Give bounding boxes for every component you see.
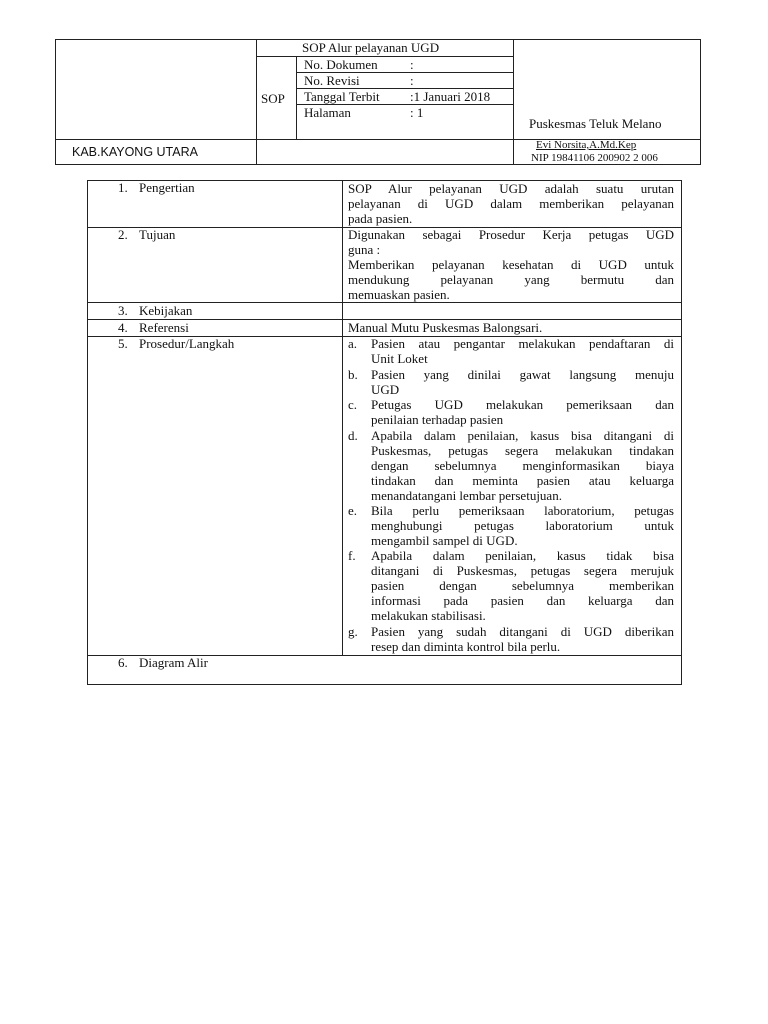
body-line: guna : bbox=[348, 242, 381, 257]
section-label: Prosedur/Langkah bbox=[139, 336, 235, 351]
body-line: Pasien atau pengantar melakukan pendaftaran di bbox=[371, 336, 674, 351]
section-number: 5. bbox=[118, 336, 128, 351]
step-text bbox=[371, 548, 674, 623]
body-line: pasien dengan sebelumnya memberikan bbox=[371, 578, 674, 593]
step-text bbox=[371, 624, 674, 654]
body-line: mengambil sampel di UGD. bbox=[371, 533, 518, 548]
body-line: Pasien yang sudah ditangani di UGD diberikan bbox=[371, 624, 674, 639]
page-value: : 1 bbox=[410, 105, 424, 120]
step-letter: a. bbox=[348, 336, 358, 351]
body-line: dengan sebelumnya menginformasikan biaya bbox=[371, 458, 674, 473]
section-body bbox=[348, 181, 674, 226]
body-line: Memberikan pelayanan kesehatan di UGD untuk bbox=[348, 257, 674, 272]
body-line: ditangani di Puskesmas, petugas segera merujuk bbox=[371, 563, 674, 578]
section-label: Diagram Alir bbox=[139, 655, 208, 670]
body-line: Unit Loket bbox=[371, 351, 428, 366]
body-line: menandatangani lembar persetujuan. bbox=[371, 488, 562, 503]
body-line: SOP Alur pelayanan UGD adalah suatu urutan bbox=[348, 181, 674, 196]
step-letter: d. bbox=[348, 428, 358, 443]
signer-name: Evi Norsita,A.Md.Kep bbox=[536, 139, 637, 151]
section-label: Referensi bbox=[139, 320, 189, 335]
revision-label: No. Revisi bbox=[304, 73, 360, 88]
issue-date-label: Tanggal Terbit bbox=[304, 89, 380, 104]
body-line: informasi pada pasien dan keluarga dan bbox=[371, 593, 674, 608]
body-line: Puskesmas, petugas segera melakukan tindakan bbox=[371, 443, 674, 458]
step-text bbox=[371, 397, 674, 427]
region-name: KAB.KAYONG UTARA bbox=[72, 145, 198, 159]
section-label: Kebijakan bbox=[139, 303, 193, 318]
revision-value: : bbox=[410, 73, 414, 88]
organization-name: Puskesmas Teluk Melano bbox=[529, 116, 662, 131]
section-body bbox=[348, 227, 674, 302]
body-line: memuaskan pasien. bbox=[348, 287, 450, 302]
body-line: Bila perlu pemeriksaan laboratorium, petugas bbox=[371, 503, 674, 518]
body-line: Apabila dalam penilaian, kasus bisa ditangani di bbox=[371, 428, 674, 443]
step-text bbox=[371, 428, 674, 503]
section-number: 6. bbox=[118, 655, 128, 670]
section-label: Pengertian bbox=[139, 180, 195, 195]
step-letter: f. bbox=[348, 548, 356, 563]
doc-number-value: : bbox=[410, 57, 414, 72]
step-letter: g. bbox=[348, 624, 358, 639]
step-letter: b. bbox=[348, 367, 358, 382]
section-number: 3. bbox=[118, 303, 128, 318]
section-number: 1. bbox=[118, 180, 128, 195]
body-line: Digunakan sebagai Prosedur Kerja petugas UGD bbox=[348, 227, 674, 242]
body-line: penilaian terhadap pasien bbox=[371, 412, 504, 427]
body-line: pelayanan di UGD dalam memberikan pelayanan bbox=[348, 196, 674, 211]
step-text bbox=[371, 336, 674, 366]
step-letter: e. bbox=[348, 503, 358, 518]
doc-number-label: No. Dokumen bbox=[304, 57, 378, 72]
section-label: Tujuan bbox=[139, 227, 176, 242]
step-letter: c. bbox=[348, 397, 358, 412]
body-line: pada pasien. bbox=[348, 211, 413, 226]
body-line: tindakan dan meminta pasien atau keluarga bbox=[371, 473, 674, 488]
body-line: menghubungi petugas laboratorium untuk bbox=[371, 518, 674, 533]
body-line: Apabila dalam penilaian, kasus tidak bisa bbox=[371, 548, 674, 563]
issue-date-value: :1 Januari 2018 bbox=[410, 89, 491, 104]
signer-nip: NIP 19841106 200902 2 006 bbox=[531, 152, 658, 164]
body-line: melakukan stabilisasi. bbox=[371, 608, 486, 623]
body-line: resep dan diminta kontrol bila perlu. bbox=[371, 639, 561, 654]
sop-title: SOP Alur pelayanan UGD bbox=[302, 40, 440, 55]
body-line: Pasien yang dinilai gawat langsung menuju bbox=[371, 367, 674, 382]
section-number: 2. bbox=[118, 227, 128, 242]
section-number: 4. bbox=[118, 320, 128, 335]
step-text bbox=[371, 367, 674, 397]
page-label: Halaman bbox=[304, 105, 351, 120]
step-text bbox=[371, 503, 674, 548]
sop-label: SOP bbox=[261, 91, 285, 106]
body-line: UGD bbox=[371, 382, 400, 397]
body-line: Petugas UGD melakukan pemeriksaan dan bbox=[371, 397, 674, 412]
reference-text: Manual Mutu Puskesmas Balongsari. bbox=[348, 320, 543, 335]
body-line: mendukung pelayanan yang bermutu dan bbox=[348, 272, 674, 287]
